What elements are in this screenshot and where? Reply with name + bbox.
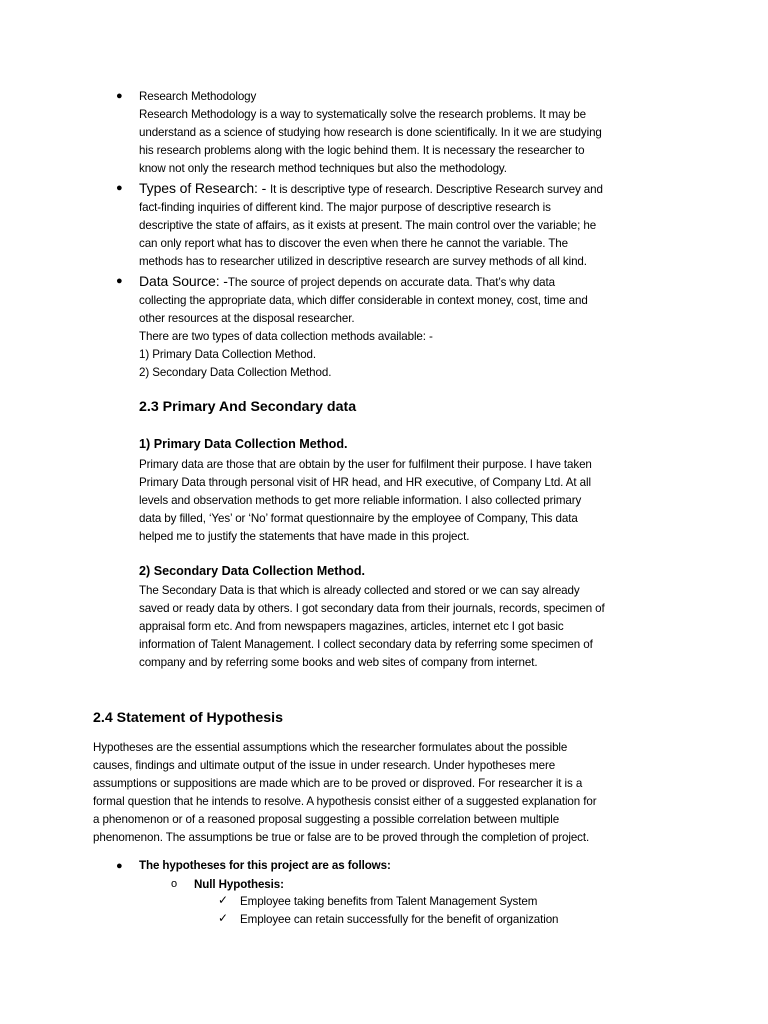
null-hypothesis-label: Null Hypothesis: xyxy=(194,878,284,891)
paragraph-line: other resources at the disposal researcher. xyxy=(139,312,355,325)
types-of-research-block xyxy=(139,179,603,271)
bullet-icon: ● xyxy=(116,90,123,102)
paragraph-line: The source of project depends on accurate data. That’s why data xyxy=(227,276,555,289)
secondary-title: 2) Secondary Data Collection Method. xyxy=(139,564,366,578)
hypothesis-item: Employee can retain successfully for the benefit of organization xyxy=(240,913,559,926)
research-methodology-heading: Research Methodology xyxy=(139,90,257,103)
bullet-icon: ● xyxy=(116,860,123,872)
paragraph-line: his research problems along with the logic behind them. It is necessary the researcher to xyxy=(139,144,585,157)
research-methodology-block xyxy=(139,88,602,178)
paragraph-line: Hypotheses are the essential assumptions which the researcher formulates about the possible xyxy=(93,741,568,754)
paragraph-line: a phenomenon or of a reasoned proposal suggesting a possible correlation between multiple xyxy=(93,813,560,826)
hypothesis-paragraph xyxy=(93,739,596,847)
hypothesis-item: Employee taking benefits from Talent Management System xyxy=(240,895,538,908)
secondary-block xyxy=(139,582,605,672)
paragraph-line: appraisal form etc. And from newspapers magazines, articles, internet etc I got basic xyxy=(139,620,564,633)
paragraph-line: 2) Secondary Data Collection Method. xyxy=(139,366,332,379)
paragraph-line: It is descriptive type of research. Descriptive Research survey and xyxy=(269,183,603,196)
paragraph-line: Research Methodology is a way to systematically solve the research problems. It may be xyxy=(139,108,586,121)
paragraph-line: methods has to researcher utilized in descriptive research are survey methods of all kind. xyxy=(139,255,587,268)
types-of-research-label: Types of Research: - xyxy=(139,180,270,196)
checkmark-icon: ✓ xyxy=(218,911,229,925)
paragraph-line: understand as a science of studying how research is done scientifically. In it we are studying xyxy=(139,126,602,139)
paragraph-line: levels and observation methods to get more reliable information. I also collected primary xyxy=(139,494,582,507)
data-source-label: Data Source: - xyxy=(139,273,228,289)
bullet-icon: ● xyxy=(116,182,123,194)
paragraph-line: causes, findings and ultimate output of the issue in under research. Under hypotheses mere xyxy=(93,759,556,772)
paragraph-line: Primary Data through personal visit of HR head, and HR executive, of Company Ltd. At all xyxy=(139,476,591,489)
section-2-4-title: 2.4 Statement of Hypothesis xyxy=(93,710,284,726)
checkmark-icon: ✓ xyxy=(218,893,229,907)
paragraph-line: assumptions or suppositions are made which are to be proved or disproved. For researcher it is a xyxy=(93,777,583,790)
paragraph-line: know not only the research method techniques but also the methodology. xyxy=(139,162,507,175)
paragraph-line: can only report what has to discover the even when there he cannot the variable. The xyxy=(139,237,568,250)
paragraph-line: company and by referring some books and web sites of company from internet. xyxy=(139,656,538,669)
paragraph-line: information of Talent Management. I collect secondary data by referring some specimen of xyxy=(139,638,593,651)
section-2-3-title: 2.3 Primary And Secondary data xyxy=(139,399,357,415)
data-source-block xyxy=(139,272,588,382)
paragraph-line: saved or ready data by others. I got secondary data from their journals, records, specimen of xyxy=(139,602,605,615)
paragraph-line: 1) Primary Data Collection Method. xyxy=(139,348,317,361)
paragraph-line: The Secondary Data is that which is already collected and stored or we can say already xyxy=(139,584,580,597)
paragraph-line: formal question that he intends to resolve. A hypothesis consist either of a suggested explanation for xyxy=(93,795,597,808)
paragraph-line: collecting the appropriate data, which differ considerable in context money, cost, time and xyxy=(139,294,588,307)
paragraph-line: helped me to justify the statements that have made in this project. xyxy=(139,530,470,543)
circle-bullet-icon: o xyxy=(171,878,178,890)
paragraph-line: descriptive the state of affairs, as it exists at present. The main control over the variable; he xyxy=(139,219,597,232)
primary-block xyxy=(139,456,592,546)
paragraph-line: Primary data are those that are obtain by the user for fulfilment their purpose. I have taken xyxy=(139,458,592,471)
primary-title: 1) Primary Data Collection Method. xyxy=(139,437,348,451)
paragraph-line: data by filled, ‘Yes’ or ‘No’ format questionnaire by the employee of Company, This data xyxy=(139,512,578,525)
paragraph-line: fact-finding inquiries of different kind. The major purpose of descriptive research is xyxy=(139,201,551,214)
bullet-icon: ● xyxy=(116,275,123,287)
paragraph-line: phenomenon. The assumptions be true or false are to be proved through the completion of project. xyxy=(93,831,590,844)
hypotheses-intro: The hypotheses for this project are as follows: xyxy=(139,859,391,872)
paragraph-line: There are two types of data collection methods available: - xyxy=(139,330,433,343)
